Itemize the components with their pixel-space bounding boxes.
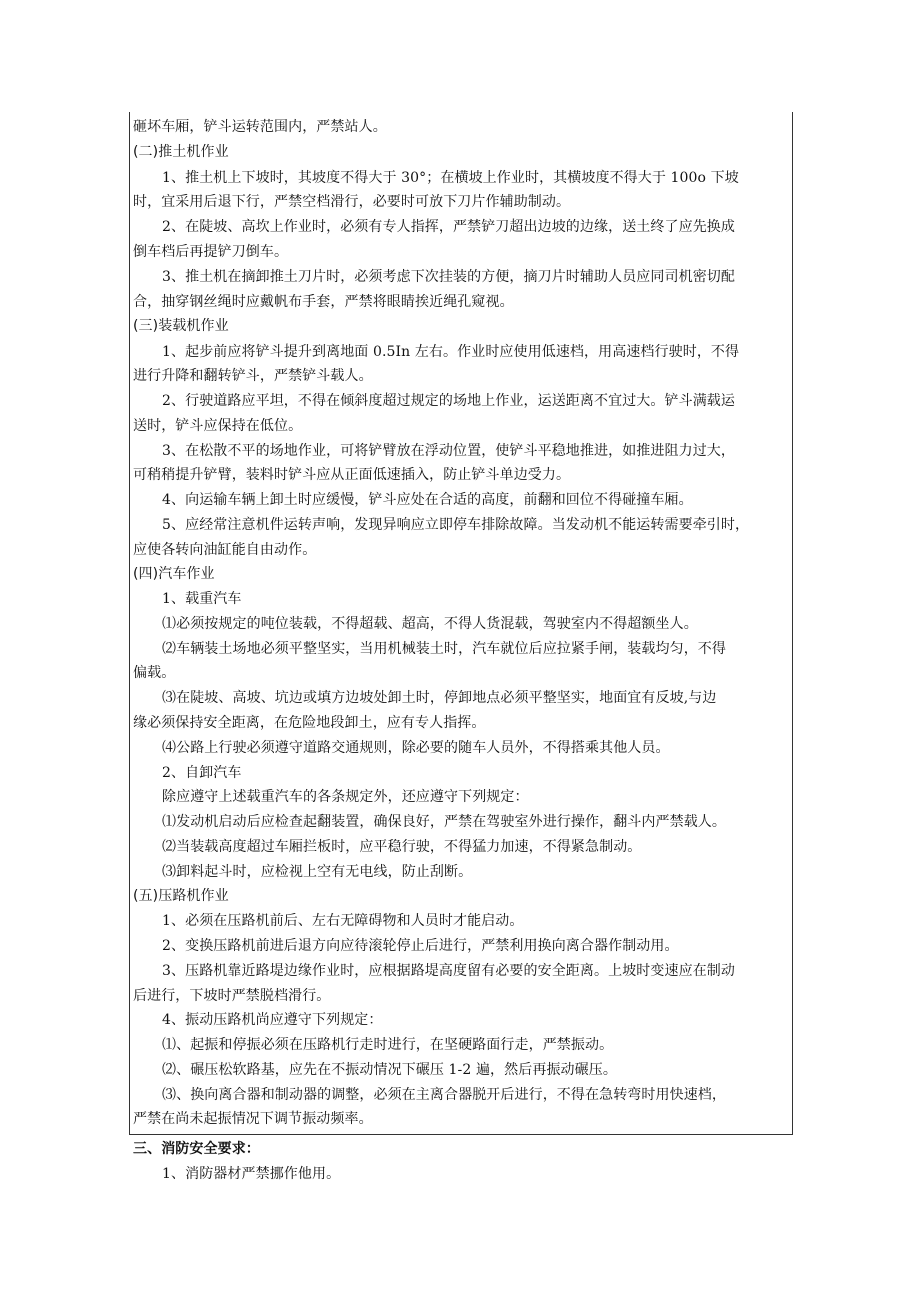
paragraph-line: ⑴必须按规定的吨位装载，不得超载、超高，不得人货混载，驾驶室内不得超额坐人。 — [162, 616, 698, 632]
paragraph-line: ⑵车辆装土场地必须平整坚实，当用机械装土时，汽车就位后应拉紧手闸，装载均匀，不得 — [162, 641, 726, 657]
section-heading-bulldozer: (二)推土机作业 — [133, 144, 229, 160]
paragraph-line: 4、振动压路机尚应遵守下列规定： — [162, 1012, 383, 1028]
paragraph-line: 1、载重汽车 — [162, 591, 242, 607]
paragraph-line: 3、推土机在摘卸推土刀片时，必须考虑下次挂装的方便，摘刀片时辅助人员应同司机密切配 — [162, 269, 736, 285]
paragraph-line: 后进行，下坡时严禁脱档滑行。 — [133, 988, 331, 1004]
section-heading-roller: (五)压路机作业 — [133, 888, 229, 904]
paragraph-line: 3、压路机靠近路堤边缘作业时，应根据路堤高度留有必要的安全距离。上坡时变速应在制动 — [162, 963, 736, 979]
paragraph-line: 时，宜采用后退下行，严禁空档滑行，必要时可放下刀片作辅助制动。 — [133, 194, 571, 210]
section-heading-fire-safety: 三、消防安全要求： — [133, 1141, 260, 1157]
section-heading-truck: (四)汽车作业 — [133, 566, 215, 582]
paragraph-line: 4、向运输车辆上卸土时应缓慢，铲斗应处在合适的高度，前翻和回位不得碰撞车厢。 — [162, 492, 693, 508]
paragraph-line: ⑵当装载高度超过车厢拦板时，应平稳行驶，不得猛力加速，不得紧急制动。 — [162, 839, 642, 855]
paragraph-line: 砸坏车厢，铲斗运转范围内，严禁站人。 — [133, 119, 387, 135]
paragraph-line: 送时，铲斗应保持在低位。 — [133, 418, 303, 434]
paragraph-line: 2、自卸汽车 — [162, 765, 242, 781]
paragraph-line: ⑴、起振和停振必须在压路机行走时进行，在坚硬路面行走，严禁振动。 — [162, 1037, 614, 1053]
paragraph-line: 1、必须在压路机前后、左右无障碍物和人员时才能启动。 — [162, 913, 524, 929]
paragraph-line: ⑶、换向离合器和制动器的调整，必须在主离合器脱开后进行，不得在急转弯时用快速档， — [162, 1087, 726, 1103]
paragraph-line: 可稍稍提升铲臂，装料时铲斗应从正面低速插入，防止铲斗单边受力。 — [133, 467, 571, 483]
paragraph-line: 除应遵守上述载重汽车的各条规定外，还应遵守下列规定： — [162, 789, 529, 805]
paragraph-line: ⑷公路上行驶必须遵守道路交通规则，除必要的随车人员外，不得搭乘其他人员。 — [162, 740, 670, 756]
paragraph-line: 2、行驶道路应平坦，不得在倾斜度超过规定的场地上作业，运送距离不宜过大。铲斗满载运 — [162, 393, 736, 409]
section-heading-loader: (三)装载机作业 — [133, 318, 229, 334]
paragraph-line: 合，抽穿钢丝绳时应戴帆布手套，严禁将眼睛挨近绳孔窥视。 — [133, 294, 514, 310]
paragraph-line: 5、应经常注意机件运转声响，发现异响应立即停车排除故障。当发动机不能运转需要牵引时， — [162, 517, 750, 533]
paragraph-line: 偏载。 — [133, 665, 176, 681]
paragraph-line: 缘必须保持安全距离，在危险地段卸土，应有专人指挥。 — [133, 715, 486, 731]
paragraph-line: 应使各转向油缸能自由动作。 — [133, 542, 317, 558]
paragraph-line: 1、消防器材严禁挪作他用。 — [162, 1166, 341, 1182]
paragraph-line: 倒车档后再提铲刀倒车。 — [133, 244, 289, 260]
paragraph-line: 1、推土机上下坡时，其坡度不得大于 30°；在横坡上作业时，其横坡度不得大于 100o 下坡 — [162, 170, 739, 186]
paragraph-line: ⑶在陡坡、高坡、坑边或填方边坡处卸土时，停卸地点必须平整坚实，地面宜有反坡,与边 — [162, 690, 717, 706]
paragraph-line: 严禁在尚未起振情况下调节振动频率。 — [133, 1111, 373, 1127]
paragraph-line: 2、变换压路机前进后退方向应待滚轮停止后进行，严禁利用换向离合器作制动用。 — [162, 938, 679, 954]
paragraph-line: ⑶卸料起斗时，应检视上空有无电线，防止刮断。 — [162, 864, 473, 880]
paragraph-line: ⑴发动机启动后应检查起翻装置，确保良好，严禁在驾驶室外进行操作，翻斗内严禁载人。 — [162, 814, 726, 830]
paragraph-line: 1、起步前应将铲斗提升到离地面 0.5In 左右。作业时应使用低速档，用高速档行驶时，不得 — [162, 344, 740, 360]
paragraph-line: ⑵、碾压松软路基，应先在不振动情况下碾压 1-2 遍，然后再振动碾压。 — [162, 1062, 617, 1078]
paragraph-line: 3、在松散不平的场地作业，可将铲臂放在浮动位置，使铲斗平稳地推进，如推进阻力过大， — [162, 443, 736, 459]
paragraph-line: 进行升降和翻转铲斗，严禁铲斗载人。 — [133, 368, 373, 384]
paragraph-line: 2、在陡坡、高坎上作业时，必须有专人指挥，严禁铲刀超出边坡的边缘，送土终了应先换成 — [162, 219, 736, 235]
